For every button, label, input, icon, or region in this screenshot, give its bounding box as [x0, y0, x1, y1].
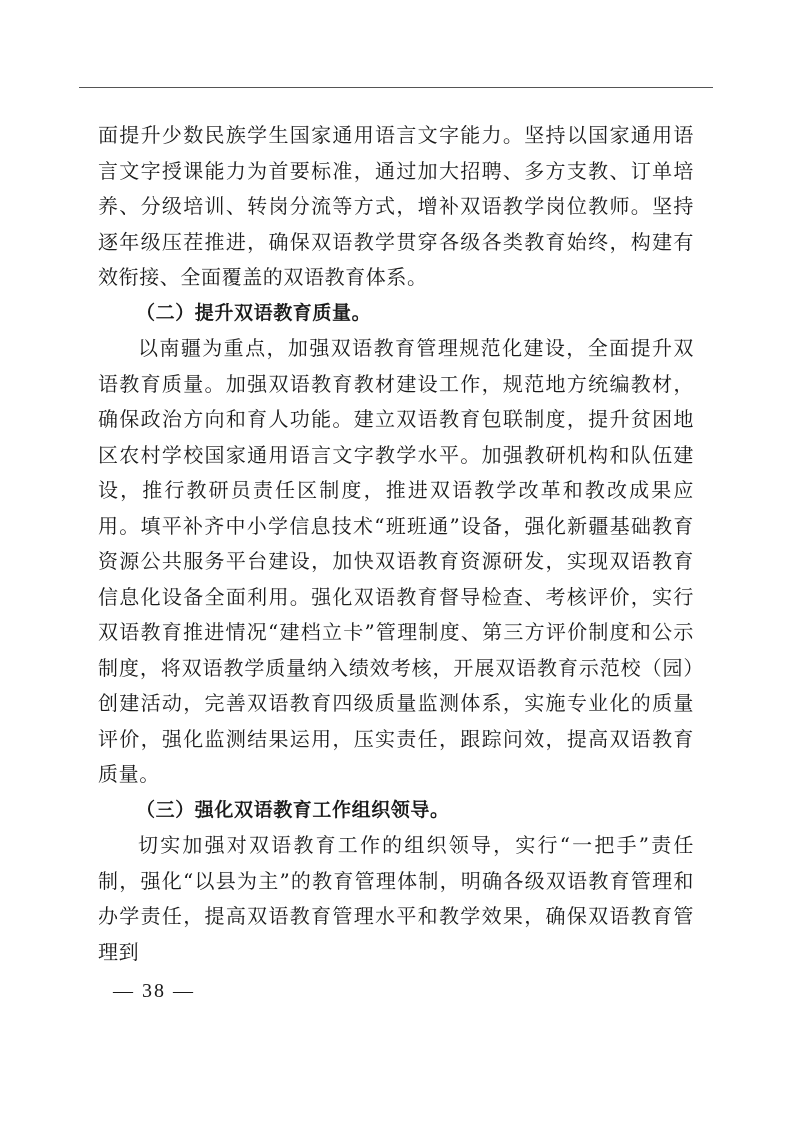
paragraph-body-3: 切实加强对双语教育工作的组织领导，实行“一把手”责任制，强化“以县为主”的教育管理体制，明确各级双语教育管理和办学责任，提高双语教育管理水平和教学效果，确保双语教育管理到 — [98, 833, 694, 964]
section-heading-3: （三）强化双语教育工作组织领导。 — [136, 798, 450, 821]
section-heading-2: （二）提升双语教育质量。 — [136, 301, 372, 324]
header-rule — [79, 87, 713, 88]
document-body — [98, 118, 694, 970]
paragraph-body-2: 以南疆为重点，加强双语教育管理规范化建设，全面提升双语教育质量。加强双语教育教材建设工作，规范地方统编教材，确保政治方向和育人功能。建立双语教育包联制度，提升贫困地区农村学校国家通用语言文字教学水平。加强教研机构和队伍建设，推行教研员责任区制度，推进双语教学改革和教改成果应用。填平补齐中小学信息技术“班班通”设备，强化新疆基础教育资源公共服务平台建设，加快双语教育资源研发，实现双语教育信息化设备全面利用。强化双语教育督导检查、考核评价，实行双语教育推进情况“建档立卡”管理制度、第三方评价制度和公示制度，将双语教学质量纳入绩效考核，开展双语教育示范校（园）创建活动，完善双语教育四级质量监测体系，实施专业化的质量评价，强化监测结果运用，压实责任，跟踪问效，提高双语教育质量。 — [98, 336, 694, 786]
paragraph-body-1: 面提升少数民族学生国家通用语言文字能力。坚持以国家通用语言文字授课能力为首要标准，通过加大招聘、多方支教、订单培养、分级培训、转岗分流等方式，增补双语教学岗位教师。坚持逐年级压茬推进，确保双语教学贯穿各级各类教育始终，构建有效衔接、全面覆盖的双语教育体系。 — [98, 123, 694, 289]
page-number: — 38 — — [113, 980, 195, 1002]
